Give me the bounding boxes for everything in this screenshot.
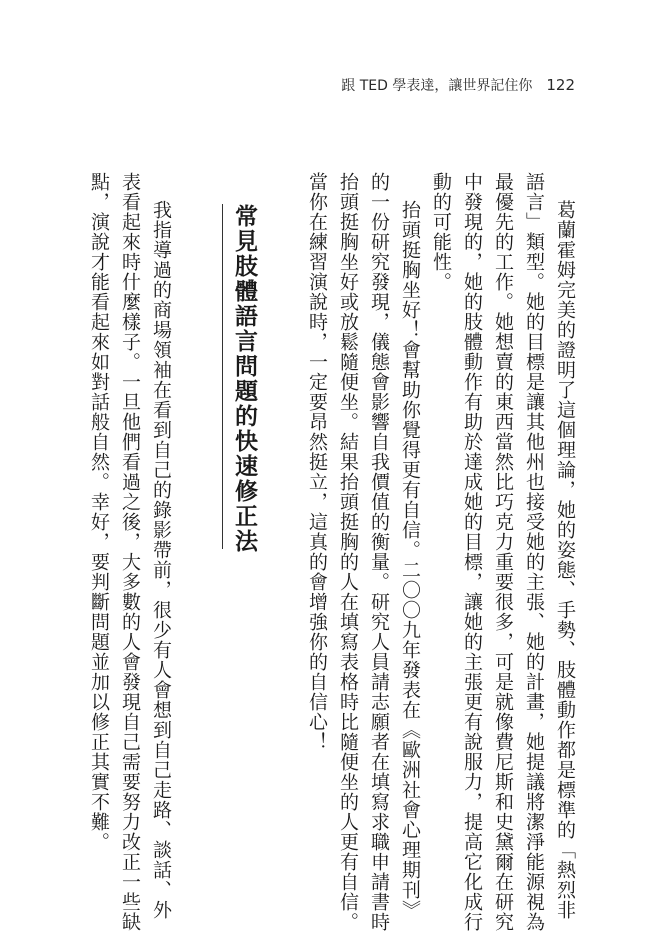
text-column: 當你在練習演說時，一定要昂然挺立，這真的會增強你的自信心！: [306, 172, 328, 752]
section-heading: 常見肢體語言問題的快速修正法: [231, 204, 257, 554]
text-column: 中發現的，她的肢體動作有助於達成她的目標，讓她的主張更有說服力，提高它化成行: [461, 172, 483, 932]
running-header: [341, 75, 575, 95]
text-column: 抬頭挺胸坐好！會幫助你覺得更有自信。二〇〇九年發表在《歐洲社會心理期刊》: [399, 200, 421, 920]
text-column: 動的可能性。: [430, 172, 452, 292]
text-column: 的一份研究發現，儀態會影響自我價值的衡量。研究人員請志願者在填寫求職申請書時: [368, 172, 390, 932]
heading-rule: [222, 204, 223, 549]
book-title: 跟 TED 學表達，讓世界記住你: [341, 78, 533, 94]
text-column: 抬頭挺胸坐好或放鬆隨便坐。結果抬頭挺胸的人在填寫表格時比隨便坐的人更有自信。: [337, 172, 359, 932]
text-column: 點，演說才能看起來如對話般自然。幸好，要判斷問題並加以修正其實不難。: [88, 172, 110, 852]
text-column: 表看起來時什麼樣子。一旦他們看過之後，大多數的人會發現自己需要努力改正一些缺: [119, 172, 141, 932]
page-number: 122: [546, 76, 575, 94]
text-column: 葛蘭霍姆完美的證明了這個理論，她的姿態、手勢、肢體動作都是標準的「熱烈非: [554, 200, 576, 920]
text-column: 語言」類型。她的目標是讓其他州也接受她的主張、她的計畫，她提議將潔淨能源視為: [523, 172, 545, 932]
text-column: 最優先的工作。她想賣的東西當然比巧克力重要很多，可是就像費尼斯和史黛爾在研究: [492, 172, 514, 932]
text-column: 我指導過的商場領袖在看到自己的錄影帶前，很少有人會想到自己走路、談話、外: [150, 200, 172, 920]
